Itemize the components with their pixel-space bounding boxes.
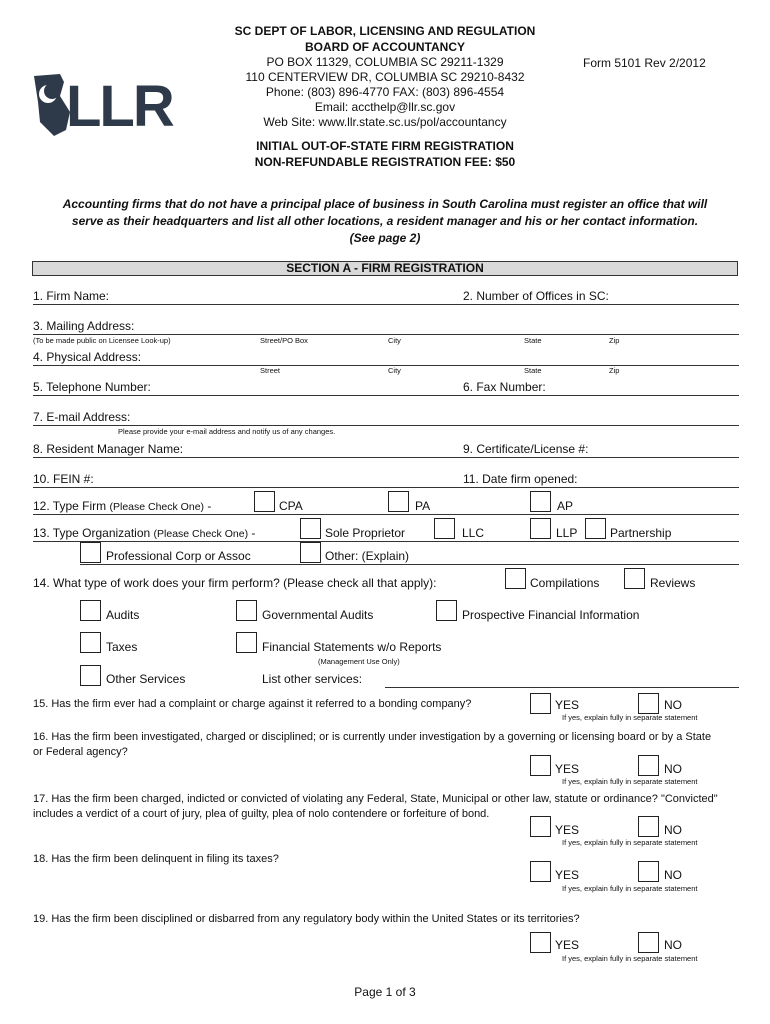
q18-explain-note: If yes, explain fully in separate statement (562, 884, 698, 893)
q17-yes-checkbox[interactable] (530, 816, 551, 837)
header-line-3: PO BOX 11329, COLUMBIA SC 29211-1329 (266, 55, 504, 69)
q18-no-checkbox[interactable] (638, 861, 659, 882)
cpa-checkbox[interactable] (254, 491, 275, 512)
llr-logo (30, 72, 175, 140)
ap-checkbox[interactable] (530, 491, 551, 512)
reviews-checkbox[interactable] (624, 568, 645, 589)
question-15: 15. Has the firm ever had a complaint or charge against it referred to a bonding company? (33, 698, 472, 710)
header-line-1: SC DEPT OF LABOR, LICENSING AND REGULATION (234, 24, 536, 38)
logo-text: LLR (66, 74, 173, 139)
question-18: 18. Has the firm been delinquent in filing its taxes? (33, 853, 279, 865)
mailing-address-field[interactable] (33, 334, 739, 335)
sole-proprietor-checkbox[interactable] (300, 518, 321, 539)
fein-field[interactable] (33, 487, 739, 488)
q17-no-checkbox[interactable] (638, 816, 659, 837)
q19-explain-note: If yes, explain fully in separate statement (562, 954, 698, 963)
prof-corp-label: Professional Corp or Assoc (106, 549, 251, 563)
page-number: Page 1 of 3 (354, 985, 416, 999)
llc-checkbox[interactable] (434, 518, 455, 539)
mailing-address-label: 3. Mailing Address: (33, 319, 135, 333)
fax-label: 6. Fax Number: (463, 380, 546, 394)
fein-label: 10. FEIN #: (33, 472, 94, 486)
other-services-checkbox[interactable] (80, 665, 101, 686)
q16-no-checkbox[interactable] (638, 755, 659, 776)
physical-address-label: 4. Physical Address: (33, 350, 142, 364)
header-line-7: Web Site: www.llr.state.sc.us/pol/accountancy (263, 115, 507, 129)
llc-label: LLC (462, 526, 485, 540)
type-org-label (33, 526, 255, 540)
type-firm-text: 12. Type Firm (33, 499, 107, 513)
prospective-label: Prospective Financial Information (462, 608, 640, 622)
other-explain-checkbox[interactable] (300, 542, 321, 563)
type-org-note: (Please Check One) (153, 528, 249, 540)
header-line-2: BOARD OF ACCOUNTANCY (305, 40, 465, 54)
audits-checkbox[interactable] (80, 600, 101, 621)
audits-label: Audits (106, 608, 140, 622)
prospective-checkbox[interactable] (436, 600, 457, 621)
form-number: Form 5101 Rev 2/2012 (583, 56, 706, 70)
header-line-4: 110 CENTERVIEW DR, COLUMBIA SC 29210-8432 (245, 70, 525, 84)
work-type-question: 14. What type of work does your firm perform? (Please check all that apply): (33, 576, 437, 590)
q15-no-label: NO (664, 698, 682, 712)
city-caption-2: City (388, 366, 401, 375)
resident-manager-field[interactable] (33, 457, 739, 458)
partnership-label: Partnership (610, 526, 672, 540)
prof-corp-checkbox[interactable] (80, 542, 101, 563)
partnership-checkbox[interactable] (585, 518, 606, 539)
header-line-5: Phone: (803) 896-4770 FAX: (803) 896-4554 (265, 85, 505, 99)
q19-yes-checkbox[interactable] (530, 932, 551, 953)
intro-line-1: Accounting firms that do not have a principal place of business in South Carolina must register an office that will (62, 197, 708, 211)
compilations-label: Compilations (530, 576, 600, 590)
sole-proprietor-label: Sole Proprietor (325, 526, 406, 540)
street-caption: Street (260, 366, 281, 375)
q15-no-checkbox[interactable] (638, 693, 659, 714)
intro-line-3: (See page 2) (349, 231, 421, 245)
question-16: 16. Has the firm been investigated, charged or disciplined; or is currently under investigation by a governing or licensing board or by a State or Federal agency? (33, 731, 712, 758)
email-label: 7. E-mail Address: (33, 410, 131, 424)
gov-audits-label: Governmental Audits (262, 608, 374, 622)
state-caption-2: State (524, 366, 542, 375)
ap-label: AP (557, 499, 574, 513)
taxes-checkbox[interactable] (80, 632, 101, 653)
q18-yes-checkbox[interactable] (530, 861, 551, 882)
other-services-label: Other Services (106, 672, 186, 686)
intro-line-2: serve as their headquarters and list all other locations, a resident manager and his or her contact information. (71, 214, 699, 228)
cpa-label: CPA (279, 499, 303, 513)
q17-yes-label: YES (555, 823, 580, 837)
list-other-field[interactable] (385, 687, 739, 688)
q15-explain-note: If yes, explain fully in separate statement (562, 713, 698, 722)
q15-yes-label: YES (555, 698, 580, 712)
city-caption: City (388, 336, 401, 345)
q18-no-label: NO (664, 868, 682, 882)
fee-title: NON-REFUNDABLE REGISTRATION FEE: $50 (254, 155, 516, 169)
resident-manager-label: 8. Resident Manager Name: (33, 442, 184, 456)
header-line-6: Email: accthelp@llr.sc.gov (314, 100, 456, 114)
section-a-header: SECTION A - FIRM REGISTRATION (32, 261, 738, 276)
form-title: INITIAL OUT-OF-STATE FIRM REGISTRATION (256, 139, 514, 153)
q16-explain-note: If yes, explain fully in separate statement (562, 777, 698, 786)
type-org-text: 13. Type Organization (33, 526, 151, 540)
other-explain-label: Other: (Explain) (325, 549, 410, 563)
type-firm-note: (Please Check One) (109, 501, 205, 513)
q19-no-label: NO (664, 938, 682, 952)
taxes-label: Taxes (106, 640, 138, 654)
management-use-note: (Management Use Only) (318, 657, 400, 666)
fin-statements-label: Financial Statements w/o Reports (262, 640, 442, 654)
type-firm-dash: - (207, 499, 212, 513)
state-caption: State (524, 336, 542, 345)
reviews-label: Reviews (650, 576, 696, 590)
type-firm-label (33, 499, 211, 513)
firm-name-label: 1. Firm Name: (33, 289, 110, 303)
q18-yes-label: YES (555, 868, 580, 882)
email-field[interactable] (33, 425, 739, 426)
pa-checkbox[interactable] (388, 491, 409, 512)
gov-audits-checkbox[interactable] (236, 600, 257, 621)
question-17: 17. Has the firm been charged, indicted or convicted of violating any Federal, State, Municipal or other law, statute or ordinance? "Convicted" includes a verdict of a court of jury, plea of guilty, plea of nolo contendere or forfeiture of bond. (33, 793, 718, 820)
q17-explain-note: If yes, explain fully in separate statement (562, 838, 698, 847)
q16-no-label: NO (664, 762, 682, 776)
telephone-field[interactable] (33, 395, 739, 396)
zip-caption-2: Zip (609, 366, 620, 375)
other-explain-field[interactable] (80, 564, 739, 565)
email-note: Please provide your e-mail address and notify us of any changes. (118, 427, 336, 436)
zip-caption: Zip (609, 336, 620, 345)
q19-no-checkbox[interactable] (638, 932, 659, 953)
compilations-checkbox[interactable] (505, 568, 526, 589)
certificate-label: 9. Certificate/License #: (463, 442, 589, 456)
type-org-line (33, 541, 739, 542)
q16-yes-label: YES (555, 762, 580, 776)
q16-yes-checkbox[interactable] (530, 755, 551, 776)
q15-yes-checkbox[interactable] (530, 693, 551, 714)
list-other-label: List other services: (262, 672, 363, 686)
telephone-label: 5. Telephone Number: (33, 380, 151, 394)
type-firm-line (33, 514, 739, 515)
num-offices-label: 2. Number of Offices in SC: (463, 289, 609, 303)
fin-statements-checkbox[interactable] (236, 632, 257, 653)
llp-label: LLP (556, 526, 578, 540)
date-opened-label: 11. Date firm opened: (463, 472, 578, 486)
physical-address-field[interactable] (33, 365, 739, 366)
firm-name-field[interactable] (33, 304, 739, 305)
street-po-caption: Street/PO Box (260, 336, 308, 345)
mailing-note: (To be made public on Licensee Look-up) (33, 336, 171, 345)
q19-yes-label: YES (555, 938, 580, 952)
type-org-dash: - (251, 526, 256, 540)
llp-checkbox[interactable] (530, 518, 551, 539)
q17-no-label: NO (664, 823, 682, 837)
pa-label: PA (415, 499, 431, 513)
question-19: 19. Has the firm been disciplined or disbarred from any regulatory body within the United States or its territories? (33, 913, 580, 925)
